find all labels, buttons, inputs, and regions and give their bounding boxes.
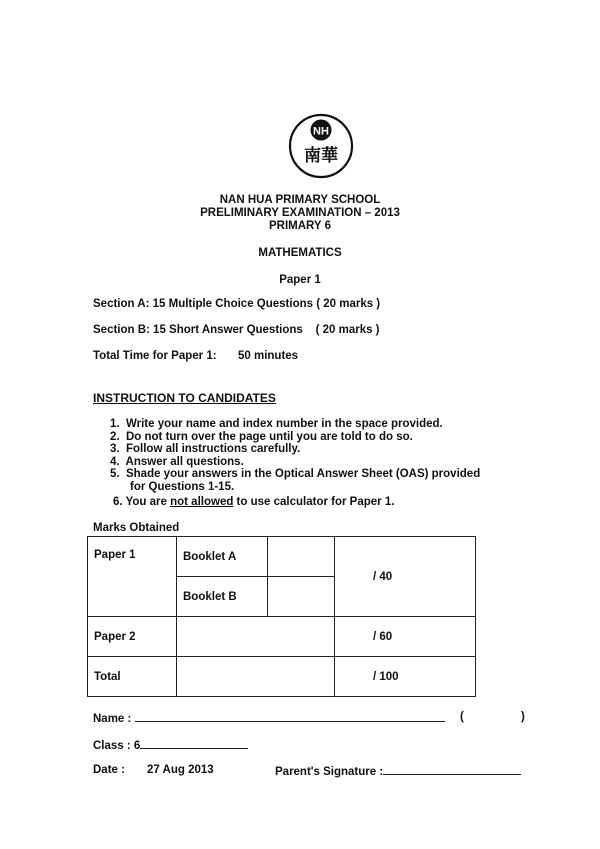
level: PRIMARY 6: [269, 220, 331, 232]
exam-title: PRELIMINARY EXAMINATION – 2013: [200, 207, 400, 219]
booklet-b-label: Booklet B: [177, 577, 268, 617]
total-time-value: 50 minutes: [238, 350, 299, 362]
instruction-1: 1. Write your name and index number in the space provided.: [110, 418, 443, 430]
school-logo: [287, 112, 355, 180]
instructions-heading: INSTRUCTION TO CANDIDATES: [93, 391, 276, 405]
instruction-6-suffix: to use calculator for Paper 1.: [233, 496, 395, 508]
instruction-6: [113, 496, 394, 509]
paper2-total: / 60: [335, 617, 476, 657]
total-time-label: Total Time for Paper 1:: [93, 350, 217, 362]
booklet-a-score[interactable]: [268, 537, 335, 577]
total-score[interactable]: [177, 657, 335, 697]
paper1-total: / 40: [335, 537, 476, 617]
date-value: 27 Aug 2013: [147, 764, 214, 776]
booklet-b-score[interactable]: [268, 577, 335, 617]
subject: MATHEMATICS: [258, 247, 342, 259]
marks-table: [87, 536, 476, 697]
date-label: Date :: [93, 764, 125, 776]
name-label: Name :: [93, 713, 132, 725]
instruction-4: 4. Answer all questions.: [110, 456, 244, 468]
class-blank[interactable]: [140, 738, 248, 749]
logo-bottom-text: 南華: [304, 146, 338, 166]
instruction-3: 3. Follow all instructions carefully.: [110, 443, 301, 455]
section-a: Section A: 15 Multiple Choice Questions ( 20 marks ): [93, 298, 381, 310]
grand-total: / 100: [335, 657, 476, 697]
paper2-label: Paper 2: [88, 617, 177, 657]
name-row: [93, 711, 445, 725]
name-blank[interactable]: [135, 711, 445, 722]
instruction-5-cont: for Questions 1-15.: [130, 481, 235, 493]
logo-emblem: [287, 112, 355, 180]
signature-blank[interactable]: [383, 764, 521, 775]
instruction-5: 5. Shade your answers in the Optical Answer Sheet (OAS) provided: [110, 468, 481, 480]
paper1-label: Paper 1: [88, 537, 177, 617]
total-label: Total: [88, 657, 177, 697]
class-row: [93, 738, 248, 752]
booklet-a-label: Booklet A: [177, 537, 268, 577]
section-b: Section B: 15 Short Answer Questions ( 20 marks ): [93, 324, 380, 336]
instruction-6-prefix: 6. You are: [113, 496, 171, 508]
school-name: NAN HUA PRIMARY SCHOOL: [219, 194, 381, 206]
logo-top-text: NH: [313, 125, 329, 138]
paper-label: Paper 1: [279, 274, 321, 286]
instruction-6-emphasis: not allowed: [170, 496, 234, 508]
paper2-score[interactable]: [177, 617, 335, 657]
marks-title: Marks Obtained: [93, 522, 180, 534]
signature-row: [275, 764, 521, 778]
signature-label: Parent's Signature :: [275, 766, 384, 778]
index-open-paren: (: [460, 711, 464, 723]
class-label: Class : 6: [93, 740, 141, 752]
instruction-2: 2. Do not turn over the page until you are told to do so.: [110, 431, 413, 443]
index-number-field[interactable]: [466, 706, 518, 722]
index-close-paren: ): [521, 711, 525, 723]
